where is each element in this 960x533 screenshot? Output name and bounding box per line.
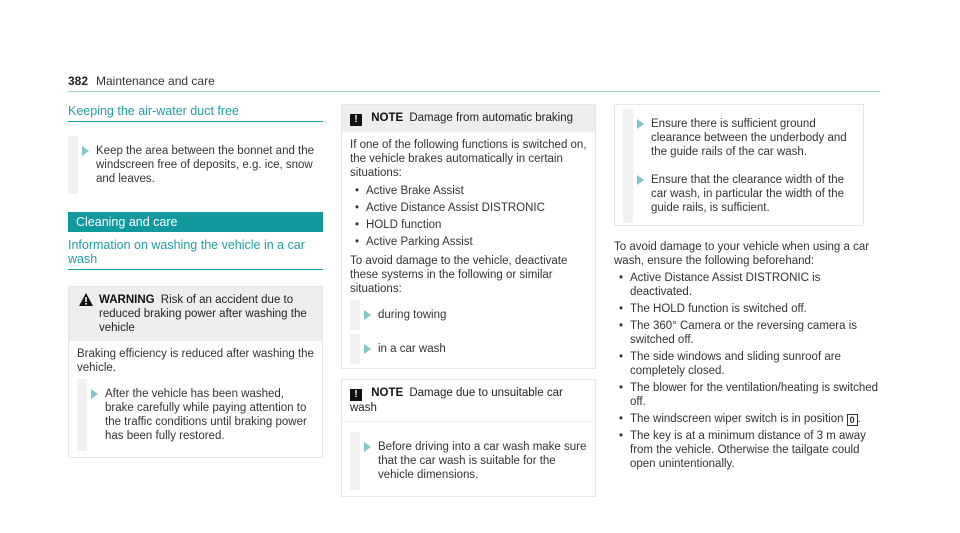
step-keep-area-free	[68, 144, 323, 186]
note-label: NOTE	[371, 112, 404, 124]
list-item: • Active Distance Assist DISTRONIC	[350, 201, 587, 215]
step-bar	[623, 165, 633, 223]
function-list	[350, 184, 587, 249]
subheading-car-wash: Information on washing the vehicle in a car wash	[68, 238, 323, 270]
step-text: After the vehicle has been washed, brake carefully while paying attention to the traffic conditions until braking power has been fully restored.	[105, 388, 307, 442]
step-bar	[350, 300, 360, 330]
page-header	[68, 74, 880, 92]
step-text: during towing	[378, 309, 447, 321]
warning-body	[69, 341, 322, 457]
step-bar	[350, 334, 360, 364]
note-box-automatic-braking	[341, 104, 596, 369]
list-item: • The 360° Camera or the reversing camera is switched off.	[614, 319, 884, 347]
list-item: • Active Distance Assist DISTRONIC is deactivated.	[614, 271, 884, 299]
step-brake-carefully	[77, 387, 314, 443]
subheading-air-water-duct: Keeping the air-water duct free	[68, 104, 323, 122]
step-bar	[623, 109, 633, 167]
section-bar-cleaning: Cleaning and care	[68, 212, 323, 232]
warning-body-text: Braking efficiency is reduced after washing the vehicle.	[77, 348, 314, 374]
arrow-right-icon	[91, 389, 98, 399]
wiper-position-zero-icon: 0	[847, 414, 858, 426]
note-intro: If one of the following functions is switched on, the vehicle brakes automatically in certain situations:	[350, 139, 587, 179]
list-item: • The key is at a minimum distance of 3 m away from the vehicle. Otherwise the tailgate could open unintentionally.	[614, 429, 884, 471]
step-text: in a car wash	[378, 343, 446, 355]
step-check-car-wash	[350, 440, 587, 482]
note-advice: To avoid damage to the vehicle, deactivate these systems in the following or similar situations:	[350, 255, 568, 295]
note-box-unsuitable-car-wash	[341, 379, 596, 497]
step-bar	[77, 379, 87, 451]
step-text: Keep the area between the bonnet and the windscreen free of deposits, e.g. ice, snow and leaves.	[96, 145, 315, 185]
arrow-right-icon	[637, 119, 644, 129]
note-body	[342, 132, 595, 368]
step-in-car-wash	[350, 342, 587, 356]
list-item: • Active Brake Assist	[350, 184, 587, 198]
list-item: • The side windows and sliding sunroof are completely closed.	[614, 350, 884, 378]
car-wash-intro: To avoid damage to your vehicle when using a car wash, ensure the following beforehand:	[614, 241, 870, 267]
list-item: • The HOLD function is switched off.	[614, 302, 884, 316]
exclamation-icon: !	[350, 389, 362, 401]
continued-steps-box	[614, 104, 864, 226]
page-section-title: Maintenance and care	[96, 74, 215, 88]
step-bar	[68, 136, 78, 194]
note-title: Damage from automatic braking	[409, 112, 573, 124]
arrow-right-icon	[637, 175, 644, 185]
arrow-right-icon	[364, 344, 371, 354]
checklist	[614, 271, 884, 471]
warning-header	[69, 287, 322, 341]
step-bar	[350, 432, 360, 490]
warning-label: WARNING	[99, 294, 155, 306]
exclamation-icon: !	[350, 114, 362, 126]
left-column	[68, 104, 323, 458]
note-label: NOTE	[371, 387, 404, 399]
warning-title: Risk of an accident due to reduced braking power after washing the vehicle	[99, 294, 307, 334]
step-text: Ensure there is sufficient ground clearance between the underbody and the guide rails of the car wash.	[651, 118, 847, 158]
list-item: • HOLD function	[350, 218, 587, 232]
step-ground-clearance	[623, 117, 855, 159]
warning-box	[68, 286, 323, 458]
note-title: Damage due to unsuitable car wash	[350, 387, 563, 414]
step-text: Before driving into a car wash make sure that the car wash is suitable for the vehicle dimensions.	[378, 441, 587, 481]
arrow-right-icon	[364, 310, 371, 320]
note-header	[342, 380, 595, 421]
list-item-wiper	[614, 412, 884, 426]
wiper-end: .	[857, 413, 861, 425]
step-text: Ensure that the clearance width of the car wash, in particular the width of the guide rails, is sufficient.	[651, 174, 845, 214]
middle-column	[341, 104, 596, 497]
list-item: • Active Parking Assist	[350, 235, 587, 249]
page-number: 382	[68, 74, 89, 88]
step-during-towing	[350, 308, 587, 322]
list-item: • The blower for the ventilation/heating is switched off.	[614, 381, 884, 409]
arrow-right-icon	[364, 442, 371, 452]
wiper-text: The windscreen wiper switch is in position	[630, 413, 844, 425]
step-clearance-width	[623, 173, 855, 215]
warning-triangle-icon	[79, 293, 93, 306]
note-header	[342, 105, 595, 132]
note-body	[342, 421, 595, 496]
arrow-right-icon	[82, 146, 89, 156]
right-column	[614, 104, 884, 471]
